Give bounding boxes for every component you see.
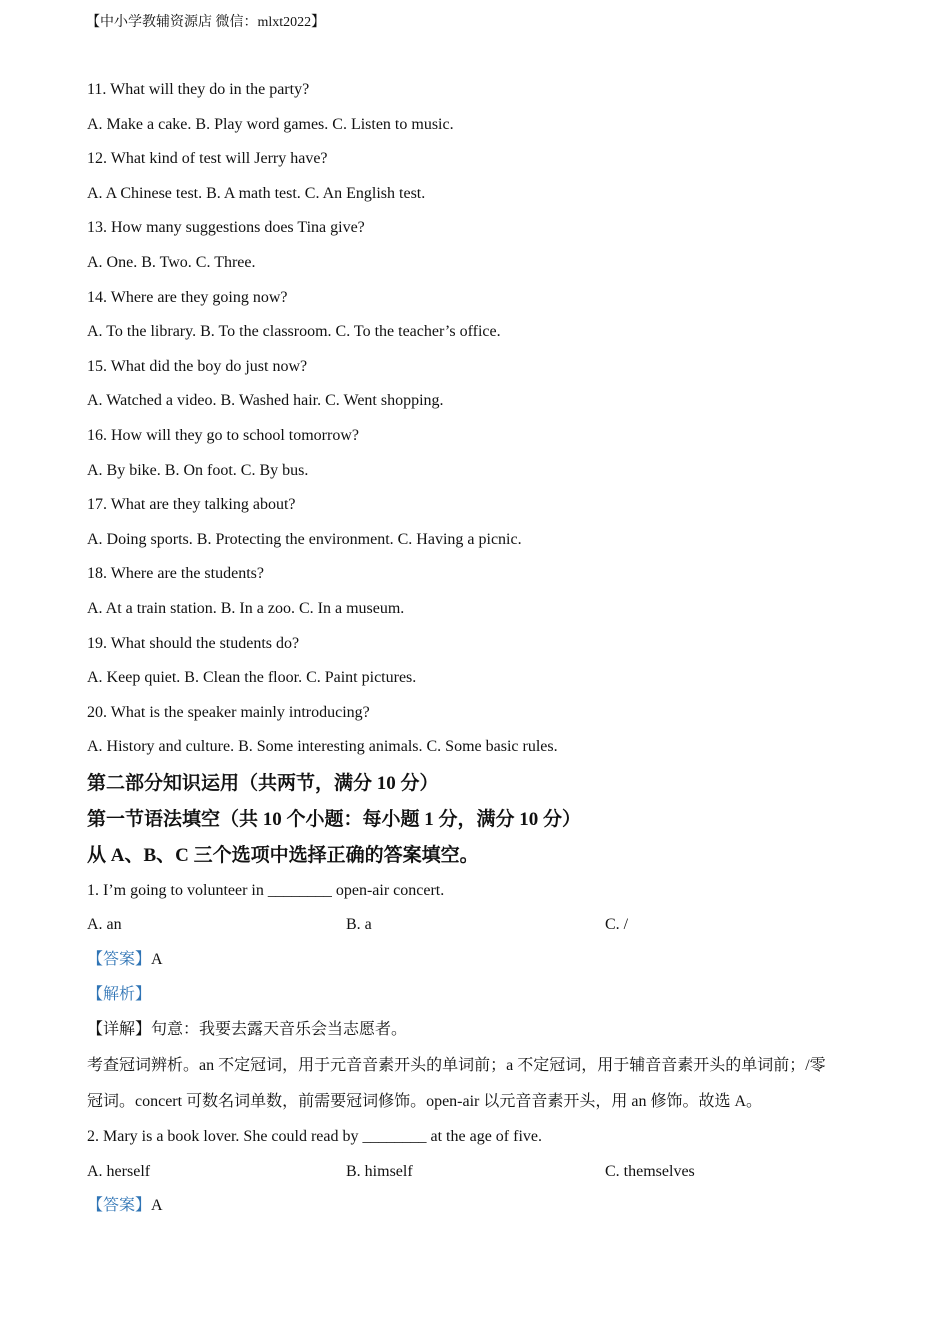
answer-line-2 [87, 1189, 877, 1224]
options-18: A. At a train station. B. In a zoo. C. In a museum. [87, 599, 405, 617]
options-19: A. Keep quiet. B. Clean the floor. C. Paint pictures. [87, 669, 417, 687]
content [87, 73, 877, 1224]
question-20: 20. What is the speaker mainly introducing? [87, 703, 370, 721]
options-11: A. Make a cake. B. Play word games. C. Listen to music. [87, 115, 454, 133]
option-c: C. / [605, 916, 629, 934]
section-heading-part2: 第二部分知识运用（共两节，满分 10 分） [87, 772, 439, 794]
question-18: 18. Where are the students? [87, 565, 264, 583]
option-b: B. himself [346, 1162, 413, 1180]
question-13: 13. How many suggestions does Tina give? [87, 219, 365, 237]
analysis-tag: 【解析】 [87, 985, 152, 1003]
page-header: 【中小学教辅资源店 微信：mlxt2022】 [86, 15, 326, 30]
question-11: 11. What will they do in the party? [87, 81, 310, 98]
question-16: 16. How will they go to school tomorrow? [87, 426, 359, 444]
options-14: A. To the library. B. To the classroom. C. To the teacher’s office. [87, 323, 501, 341]
question-17: 17. What are they talking about? [87, 496, 296, 514]
grammar-options-2 [87, 1155, 877, 1190]
options-20: A. History and culture. B. Some interesting animals. C. Some basic rules. [87, 738, 558, 756]
option-a: A. an [87, 916, 122, 934]
option-c: C. themselves [605, 1162, 695, 1180]
options-16: A. By bike. B. On foot. C. By bus. [87, 461, 309, 479]
detail-line: 【详解】句意：我要去露天音乐会当志愿者。 [87, 1021, 408, 1039]
answer-line-1 [87, 943, 877, 978]
grammar-options-1 [87, 908, 877, 943]
grammar-question-2: 2. Mary is a book lover. She could read by ________ at the age of five. [87, 1128, 542, 1146]
question-14: 14. Where are they going now? [87, 288, 288, 306]
options-12: A. A Chinese test. B. A math test. C. An English test. [87, 184, 426, 202]
grammar-question-1: 1. I’m going to volunteer in ________ open-air concert. [87, 881, 445, 899]
answer-value: A [151, 1197, 163, 1215]
answer-tag: 【答案】 [87, 1197, 152, 1215]
options-15: A. Watched a video. B. Washed hair. C. Went shopping. [87, 392, 444, 410]
options-13: A. One. B. Two. C. Three. [87, 253, 256, 271]
section-instructions: 从 A、B、C 三个选项中选择正确的答案填空。 [87, 844, 479, 866]
explanation-line-1: 考查冠词辨析。an 不定冠词，用于元音音素开头的单词前；a 不定冠词，用于辅音音素开头的单词前；/零 [87, 1057, 826, 1075]
question-19: 19. What should the students do? [87, 634, 300, 652]
question-12: 12. What kind of test will Jerry have? [87, 150, 328, 168]
explanation-line-2: 冠词。concert 可数名词单数，前需要冠词修饰。open-air 以元音音素开头，用 an 修饰。故选 A。 [87, 1093, 763, 1111]
answer-tag: 【答案】 [87, 951, 152, 969]
options-17: A. Doing sports. B. Protecting the environment. C. Having a picnic. [87, 530, 522, 548]
answer-value: A [151, 951, 163, 969]
option-a: A. herself [87, 1162, 151, 1180]
section-heading-grammar: 第一节语法填空（共 10 个小题：每小题 1 分，满分 10 分） [87, 808, 582, 830]
question-15: 15. What did the boy do just now? [87, 357, 308, 375]
option-b: B. a [346, 916, 372, 934]
